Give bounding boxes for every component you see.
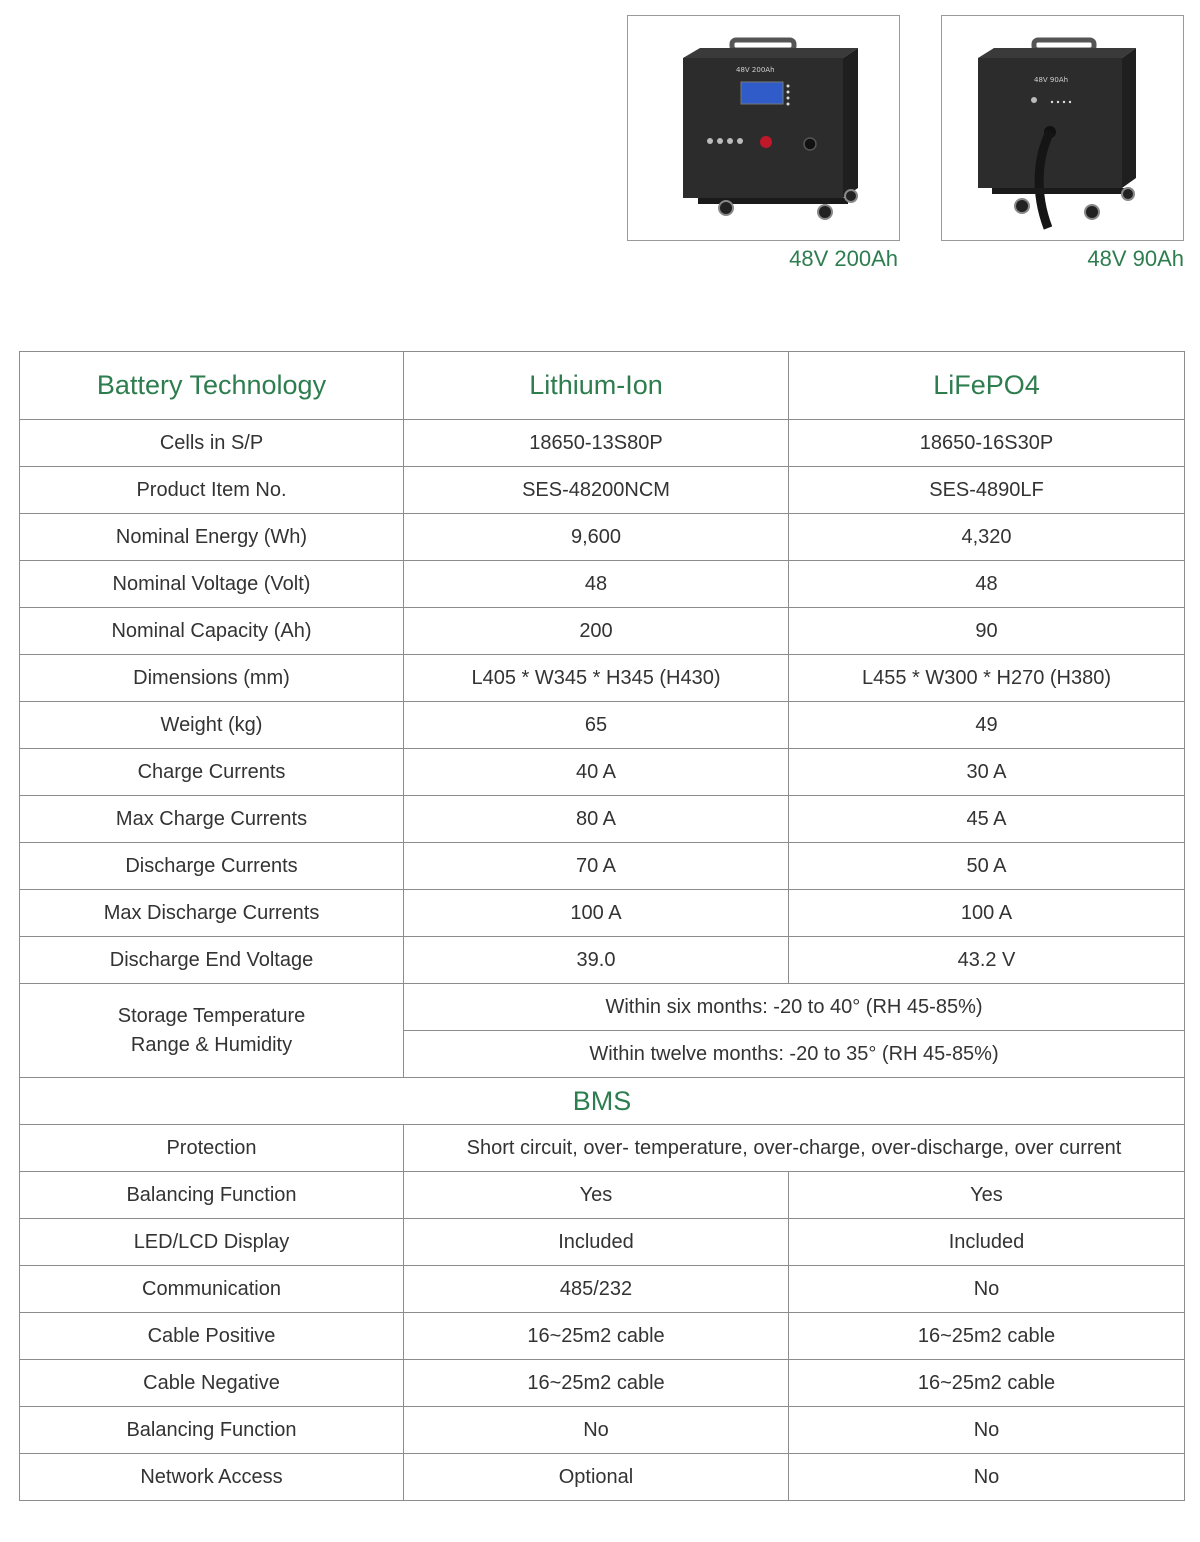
table-row [20, 1172, 1185, 1219]
lithium-ion-value: 16~25m2 cable [404, 1360, 789, 1407]
lithium-ion-value: Optional [404, 1454, 789, 1501]
row-label: Communication [20, 1266, 404, 1313]
protection-row [20, 1125, 1185, 1172]
row-label: Protection [20, 1125, 404, 1172]
row-label: Balancing Function [20, 1172, 404, 1219]
table-row [20, 561, 1185, 608]
lifepo4-value: No [789, 1454, 1185, 1501]
lithium-ion-value: 485/232 [404, 1266, 789, 1313]
lifepo4-value: 49 [789, 702, 1185, 749]
table-row [20, 1407, 1185, 1454]
table-row [20, 1313, 1185, 1360]
product-caption-200ah: 48V 200Ah [789, 246, 898, 271]
lifepo4-value: 16~25m2 cable [789, 1360, 1185, 1407]
lithium-ion-value: L405 * W345 * H345 (H430) [404, 655, 789, 702]
lithium-ion-value: 80 A [404, 796, 789, 843]
row-label: Max Discharge Currents [20, 890, 404, 937]
storage-row [20, 984, 1185, 1031]
table-row [20, 420, 1185, 467]
row-label: Cable Negative [20, 1360, 404, 1407]
row-label: Balancing Function [20, 1407, 404, 1454]
row-label: Nominal Energy (Wh) [20, 514, 404, 561]
row-label: Nominal Capacity (Ah) [20, 608, 404, 655]
table-row [20, 843, 1185, 890]
lithium-ion-value: 65 [404, 702, 789, 749]
lithium-ion-value: SES-48200NCM [404, 467, 789, 514]
front-model-label: 48V 90Ah [1034, 76, 1069, 84]
row-label: Discharge End Voltage [20, 937, 404, 984]
lithium-ion-value: Yes [404, 1172, 789, 1219]
product-image-90ah [941, 15, 1184, 241]
storage-six-months: Within six months: -20 to 40° (RH 45-85%) [404, 984, 1185, 1031]
lithium-ion-value: 39.0 [404, 937, 789, 984]
product-caption-90ah: 48V 90Ah [1087, 246, 1184, 271]
table-row [20, 1266, 1185, 1313]
lifepo4-value: Included [789, 1219, 1185, 1266]
row-label: Dimensions (mm) [20, 655, 404, 702]
table-row [20, 890, 1185, 937]
lithium-ion-value: 16~25m2 cable [404, 1313, 789, 1360]
storage-label-line2: Range & Humidity [130, 1033, 293, 1056]
lifepo4-value: 16~25m2 cable [789, 1313, 1185, 1360]
product-image-200ah [627, 15, 900, 241]
lithium-ion-value: 40 A [404, 749, 789, 796]
lithium-ion-value: No [404, 1407, 789, 1454]
lithium-ion-value: 48 [404, 561, 789, 608]
lithium-ion-value: 18650-13S80P [404, 420, 789, 467]
row-label: Nominal Voltage (Volt) [20, 561, 404, 608]
lifepo4-value: 18650-16S30P [789, 420, 1185, 467]
table-row [20, 608, 1185, 655]
header-lithium-ion: Lithium-Ion [404, 352, 789, 420]
table-row [20, 796, 1185, 843]
header-lifepo4: LiFePO4 [789, 352, 1185, 420]
bms-section-row [20, 1078, 1185, 1125]
table-row [20, 749, 1185, 796]
row-label: Weight (kg) [20, 702, 404, 749]
lifepo4-value: 43.2 V [789, 937, 1185, 984]
storage-label [20, 984, 404, 1078]
lifepo4-value: Yes [789, 1172, 1185, 1219]
lifepo4-value: 45 A [789, 796, 1185, 843]
table-row [20, 702, 1185, 749]
lifepo4-value: 100 A [789, 890, 1185, 937]
lifepo4-value: 4,320 [789, 514, 1185, 561]
row-label: Product Item No. [20, 467, 404, 514]
lifepo4-value: L455 * W300 * H270 (H380) [789, 655, 1185, 702]
protection-value: Short circuit, over- temperature, over-charge, over-discharge, over current [404, 1125, 1185, 1172]
front-model-label: 48V 200Ah [736, 66, 775, 74]
lifepo4-value: No [789, 1407, 1185, 1454]
lifepo4-value: 30 A [789, 749, 1185, 796]
lithium-ion-value: 9,600 [404, 514, 789, 561]
table-row [20, 467, 1185, 514]
spec-table [19, 351, 1185, 1501]
lifepo4-value: 48 [789, 561, 1185, 608]
battery-cabinet-90ah-illustration [942, 16, 1183, 240]
row-label: Network Access [20, 1454, 404, 1501]
row-label: LED/LCD Display [20, 1219, 404, 1266]
table-row [20, 937, 1185, 984]
row-label: Max Charge Currents [20, 796, 404, 843]
table-row [20, 1454, 1185, 1501]
row-label: Discharge Currents [20, 843, 404, 890]
lifepo4-value: 90 [789, 608, 1185, 655]
lithium-ion-value: 100 A [404, 890, 789, 937]
table-row [20, 1360, 1185, 1407]
table-row [20, 1219, 1185, 1266]
row-label: Cells in S/P [20, 420, 404, 467]
header-battery-technology: Battery Technology [20, 352, 404, 420]
row-label: Charge Currents [20, 749, 404, 796]
table-row [20, 514, 1185, 561]
storage-label-line1: Storage Temperature [117, 1004, 306, 1027]
lifepo4-value: 50 A [789, 843, 1185, 890]
table-row [20, 655, 1185, 702]
lithium-ion-value: 200 [404, 608, 789, 655]
bms-title: BMS [20, 1078, 1185, 1125]
row-label: Cable Positive [20, 1313, 404, 1360]
storage-twelve-months: Within twelve months: -20 to 35° (RH 45-85%) [404, 1031, 1185, 1078]
lithium-ion-value: Included [404, 1219, 789, 1266]
lifepo4-value: No [789, 1266, 1185, 1313]
lifepo4-value: SES-4890LF [789, 467, 1185, 514]
header-row [20, 352, 1185, 420]
battery-cabinet-200ah-illustration [628, 16, 899, 240]
lithium-ion-value: 70 A [404, 843, 789, 890]
